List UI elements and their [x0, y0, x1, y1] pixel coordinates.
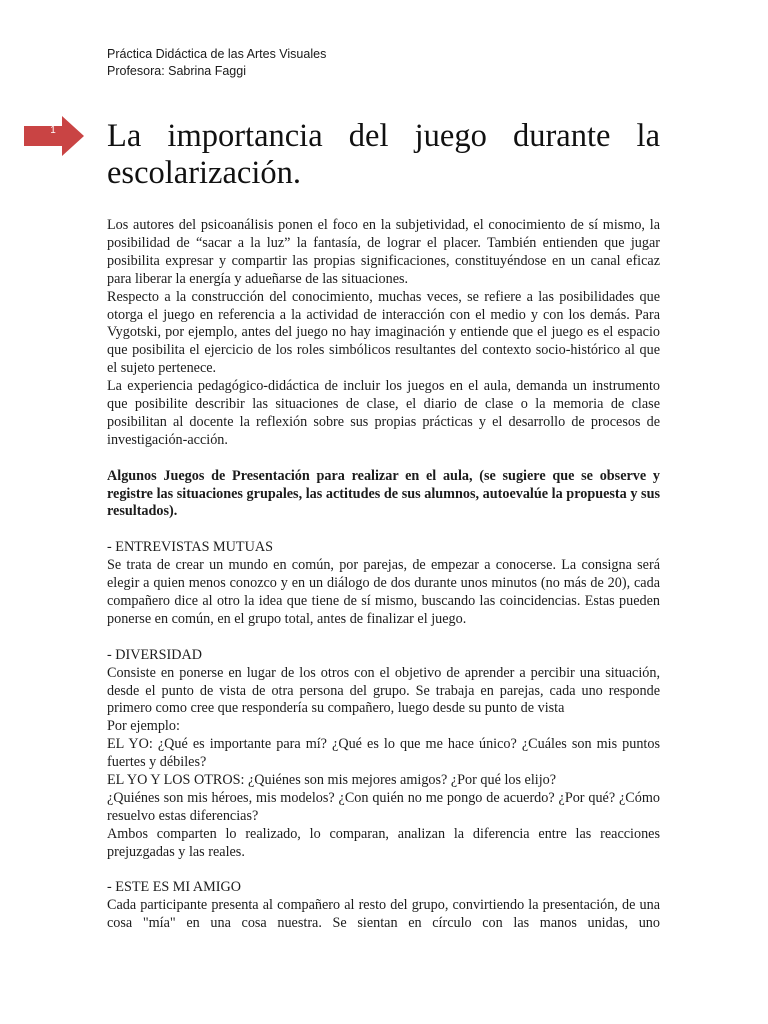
game2-text: Consiste en ponerse en lugar de los otros con el objetivo de aprender a percibir una situación, desde el punto de vista de otra persona del grupo. Se trabaja en parejas, cada uno responde primero como cree que respondería su compañero, luego desde su punto de vista: [107, 664, 660, 717]
game2-closing: Ambos comparten lo realizado, lo comparan, analizan la diferencia entre las reacciones prejuzgadas y las reales.: [107, 825, 660, 860]
page-header: [107, 46, 326, 80]
intro-paragraph-3: La experiencia pedagógico-didáctica de incluir los juegos en el aula, demanda un instrumento que posibilite describir las situaciones de clase, el diario de clase o la memoria de clase posibilitan al docente la reflexión sobre sus propias prácticas y el desarrollo de procesos de investigación-acción.: [107, 378, 660, 448]
game1-title: - ENTREVISTAS MUTUAS: [107, 539, 273, 556]
section-number: 1: [50, 125, 56, 136]
game2-title: - DIVERSIDAD: [107, 646, 202, 663]
game1-text: Se trata de crear un mundo en común, por parejas, de empezar a conocerse. La consigna será elegir a quien menos conozco y en un diálogo de dos durante unos minutos (no más de 20), cada compañero dice al otro la idea que tiene de sí mismo, buscando las coincidencias. Estas pueden ponerse en común, en el grupo total, antes de finalizar el juego.: [107, 557, 660, 627]
games-heading: Algunos Juegos de Presentación para realizar en el aula, (se sugiere que se observe y registre las situaciones grupales, las actitudes de sus alumnos, autoevalúe la propuesta y sus resultados).: [107, 467, 660, 520]
game3-title: - ESTE ES MI AMIGO: [107, 879, 241, 896]
arrow-right-icon: [24, 116, 84, 156]
game2-yo-otros: EL YO Y LOS OTROS: ¿Quiénes son mis mejores amigos? ¿Por qué los elijo?: [107, 772, 557, 789]
game2-yo: EL YO: ¿Qué es importante para mí? ¿Qué es lo que me hace único? ¿Cuáles son mis puntos fuertes y débiles?: [107, 736, 660, 771]
arrow-shape: [24, 116, 84, 156]
game2-example-label: Por ejemplo:: [107, 718, 180, 735]
intro-paragraph-2: Respecto a la construcción del conocimiento, muchas veces, se refiere a las posibilidades que otorga el juego en referencia a la actividad de interacción con el medio y con los demás. Para Vygotski, por ejemplo, antes del juego no hay imaginación y entiende que el juego es el espacio que posibilita el ejercicio de los roles simbólicos resultantes del contexto socio-histórico al que el sujeto pertenece.: [107, 288, 660, 377]
document-body: [107, 217, 660, 933]
game3-text: Cada participante presenta al compañero al resto del grupo, convirtiendo la presentación, de una cosa "mía" en una cosa nuestra. Se sientan en círculo con las manos unidas, uno: [107, 897, 660, 932]
page-title: La importancia del juego durante la escolarización.: [107, 118, 660, 191]
game2-heroes: ¿Quiénes son mis héroes, mis modelos? ¿Con quién no me pongo de acuerdo? ¿Por qué? ¿Cómo resuelvo estas diferencias?: [107, 789, 660, 824]
teacher-name: Profesora: Sabrina Faggi: [107, 64, 246, 78]
intro-paragraph-1: Los autores del psicoanálisis ponen el foco en la subjetividad, el conocimiento de sí mismo, la posibilidad de “sacar a la luz” la fantasía, de lograr el placer. También entienden que jugar posibilita expresar y compartir las propias significaciones, constituyéndose en un canal eficaz para liberar la energía y adueñarse de las situaciones.: [107, 217, 660, 287]
course-name: Práctica Didáctica de las Artes Visuales: [107, 47, 327, 61]
